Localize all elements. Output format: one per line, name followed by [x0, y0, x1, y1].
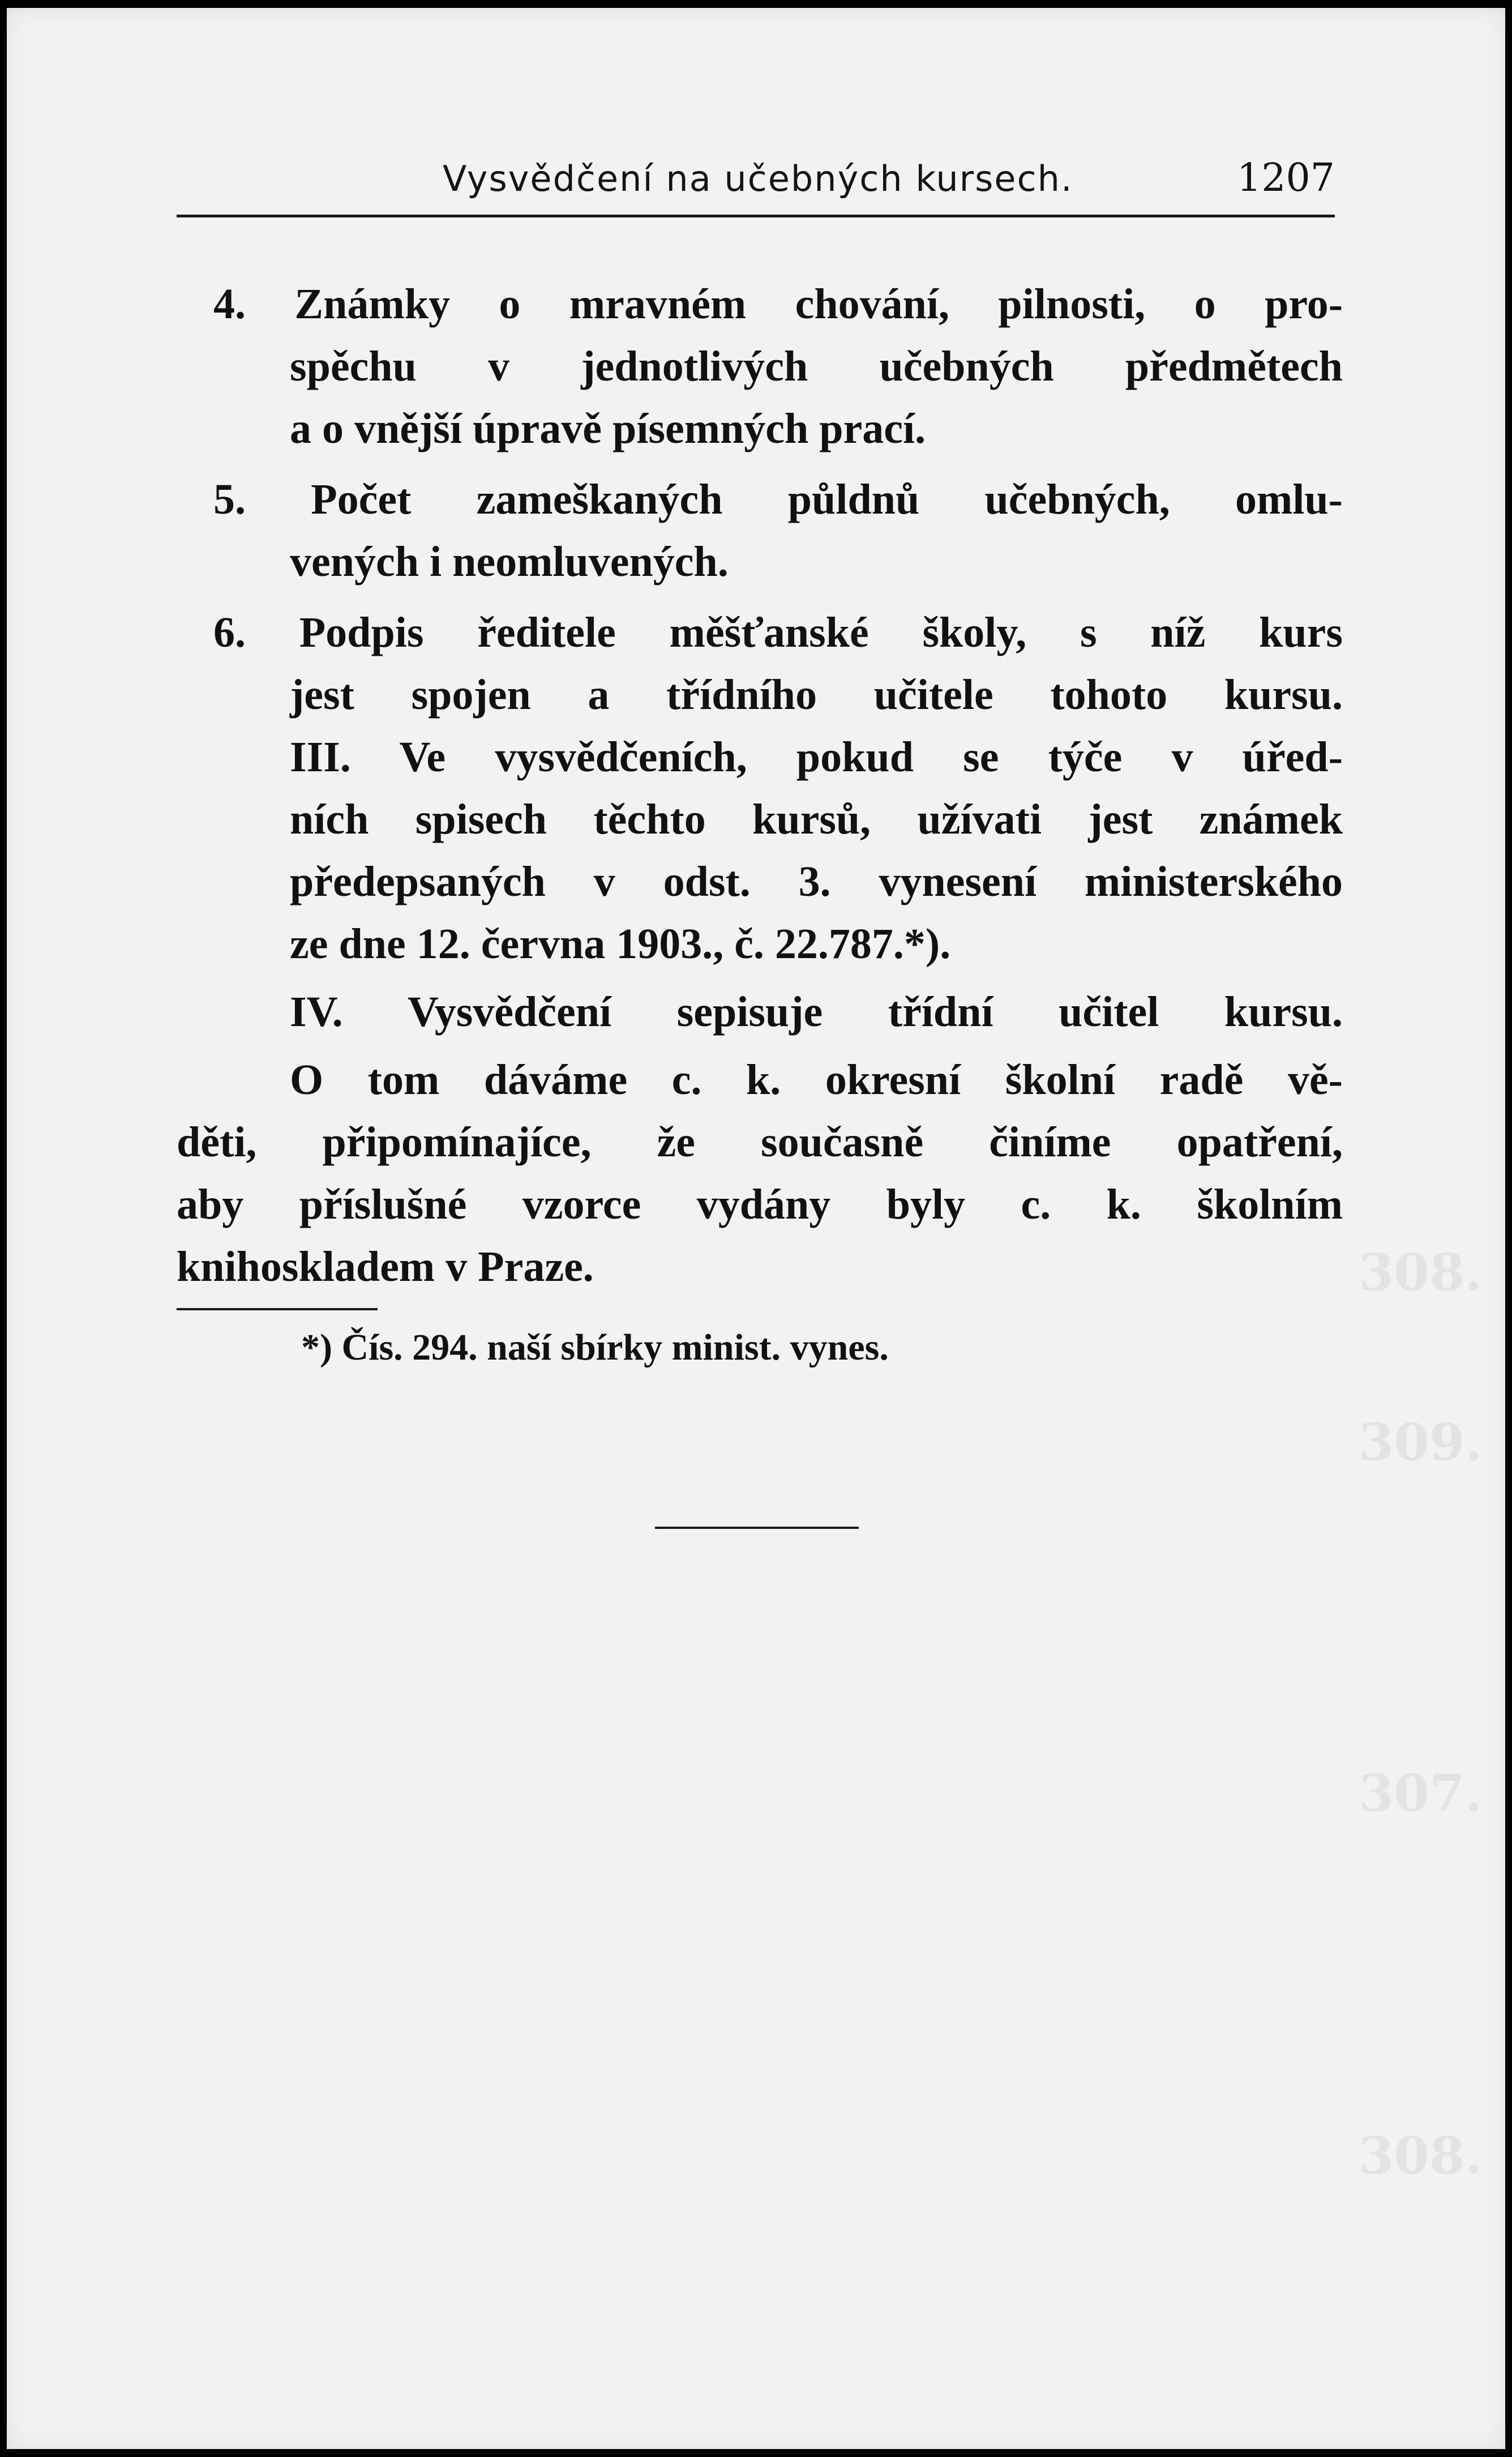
running-header: [177, 152, 1335, 215]
text-line: ních spisech těchto kursů, užívati jest známek: [290, 796, 1343, 843]
text-line: a o vnější úpravě písemných prací.: [290, 405, 926, 452]
text-line: jest spojen a třídního učitele tohoto kursu.: [290, 671, 1343, 719]
text-line: aby příslušné vzorce vydány byly c. k. školním: [177, 1181, 1343, 1228]
text-line: vených i neomluvených.: [290, 538, 729, 586]
show-through-mark: 308.: [1358, 2126, 1483, 2186]
text-line: 6. Podpis ředitele měšťanské školy, s níž kurs: [213, 609, 1343, 656]
show-through-mark: 308.: [1358, 1242, 1483, 1302]
text-line: spěchu v jednotlivých učebných předmětech: [290, 343, 1343, 390]
text-line: děti, připomínajíce, že současně činíme opatření,: [177, 1118, 1343, 1166]
text-line: III. Ve vysvědčeních, pokud se týče v úřed-: [290, 733, 1343, 781]
text-line: ze dne 12. června 1903., č. 22.787.*).: [290, 920, 951, 968]
footnote-rule: [177, 1308, 378, 1310]
show-through-mark: 307.: [1358, 1763, 1483, 1823]
text-line: IV. Vysvědčení sepisuje třídní učitel kursu.: [290, 988, 1343, 1036]
document-page: [7, 8, 1505, 2449]
text-line: 5. Počet zameškaných půldnů učebných, omlu-: [213, 476, 1343, 523]
text-line: 4. Známky o mravném chování, pilnosti, o pro-: [213, 280, 1343, 328]
header-rule: [177, 215, 1335, 217]
running-title: Vysvědčení na učebných kursech.: [443, 158, 1073, 199]
text-line: O tom dáváme c. k. okresní školní radě vě-: [290, 1056, 1343, 1104]
footnote: *) Čís. 294. naší sbírky minist. vynes.: [301, 1327, 889, 1368]
text-line: knihoskladem v Praze.: [177, 1243, 594, 1291]
end-rule: [655, 1527, 859, 1529]
show-through-mark: 309.: [1358, 1412, 1483, 1472]
text-line: předepsaných v odst. 3. vynesení ministerského: [290, 858, 1343, 905]
page-number: 1207: [1236, 156, 1335, 200]
